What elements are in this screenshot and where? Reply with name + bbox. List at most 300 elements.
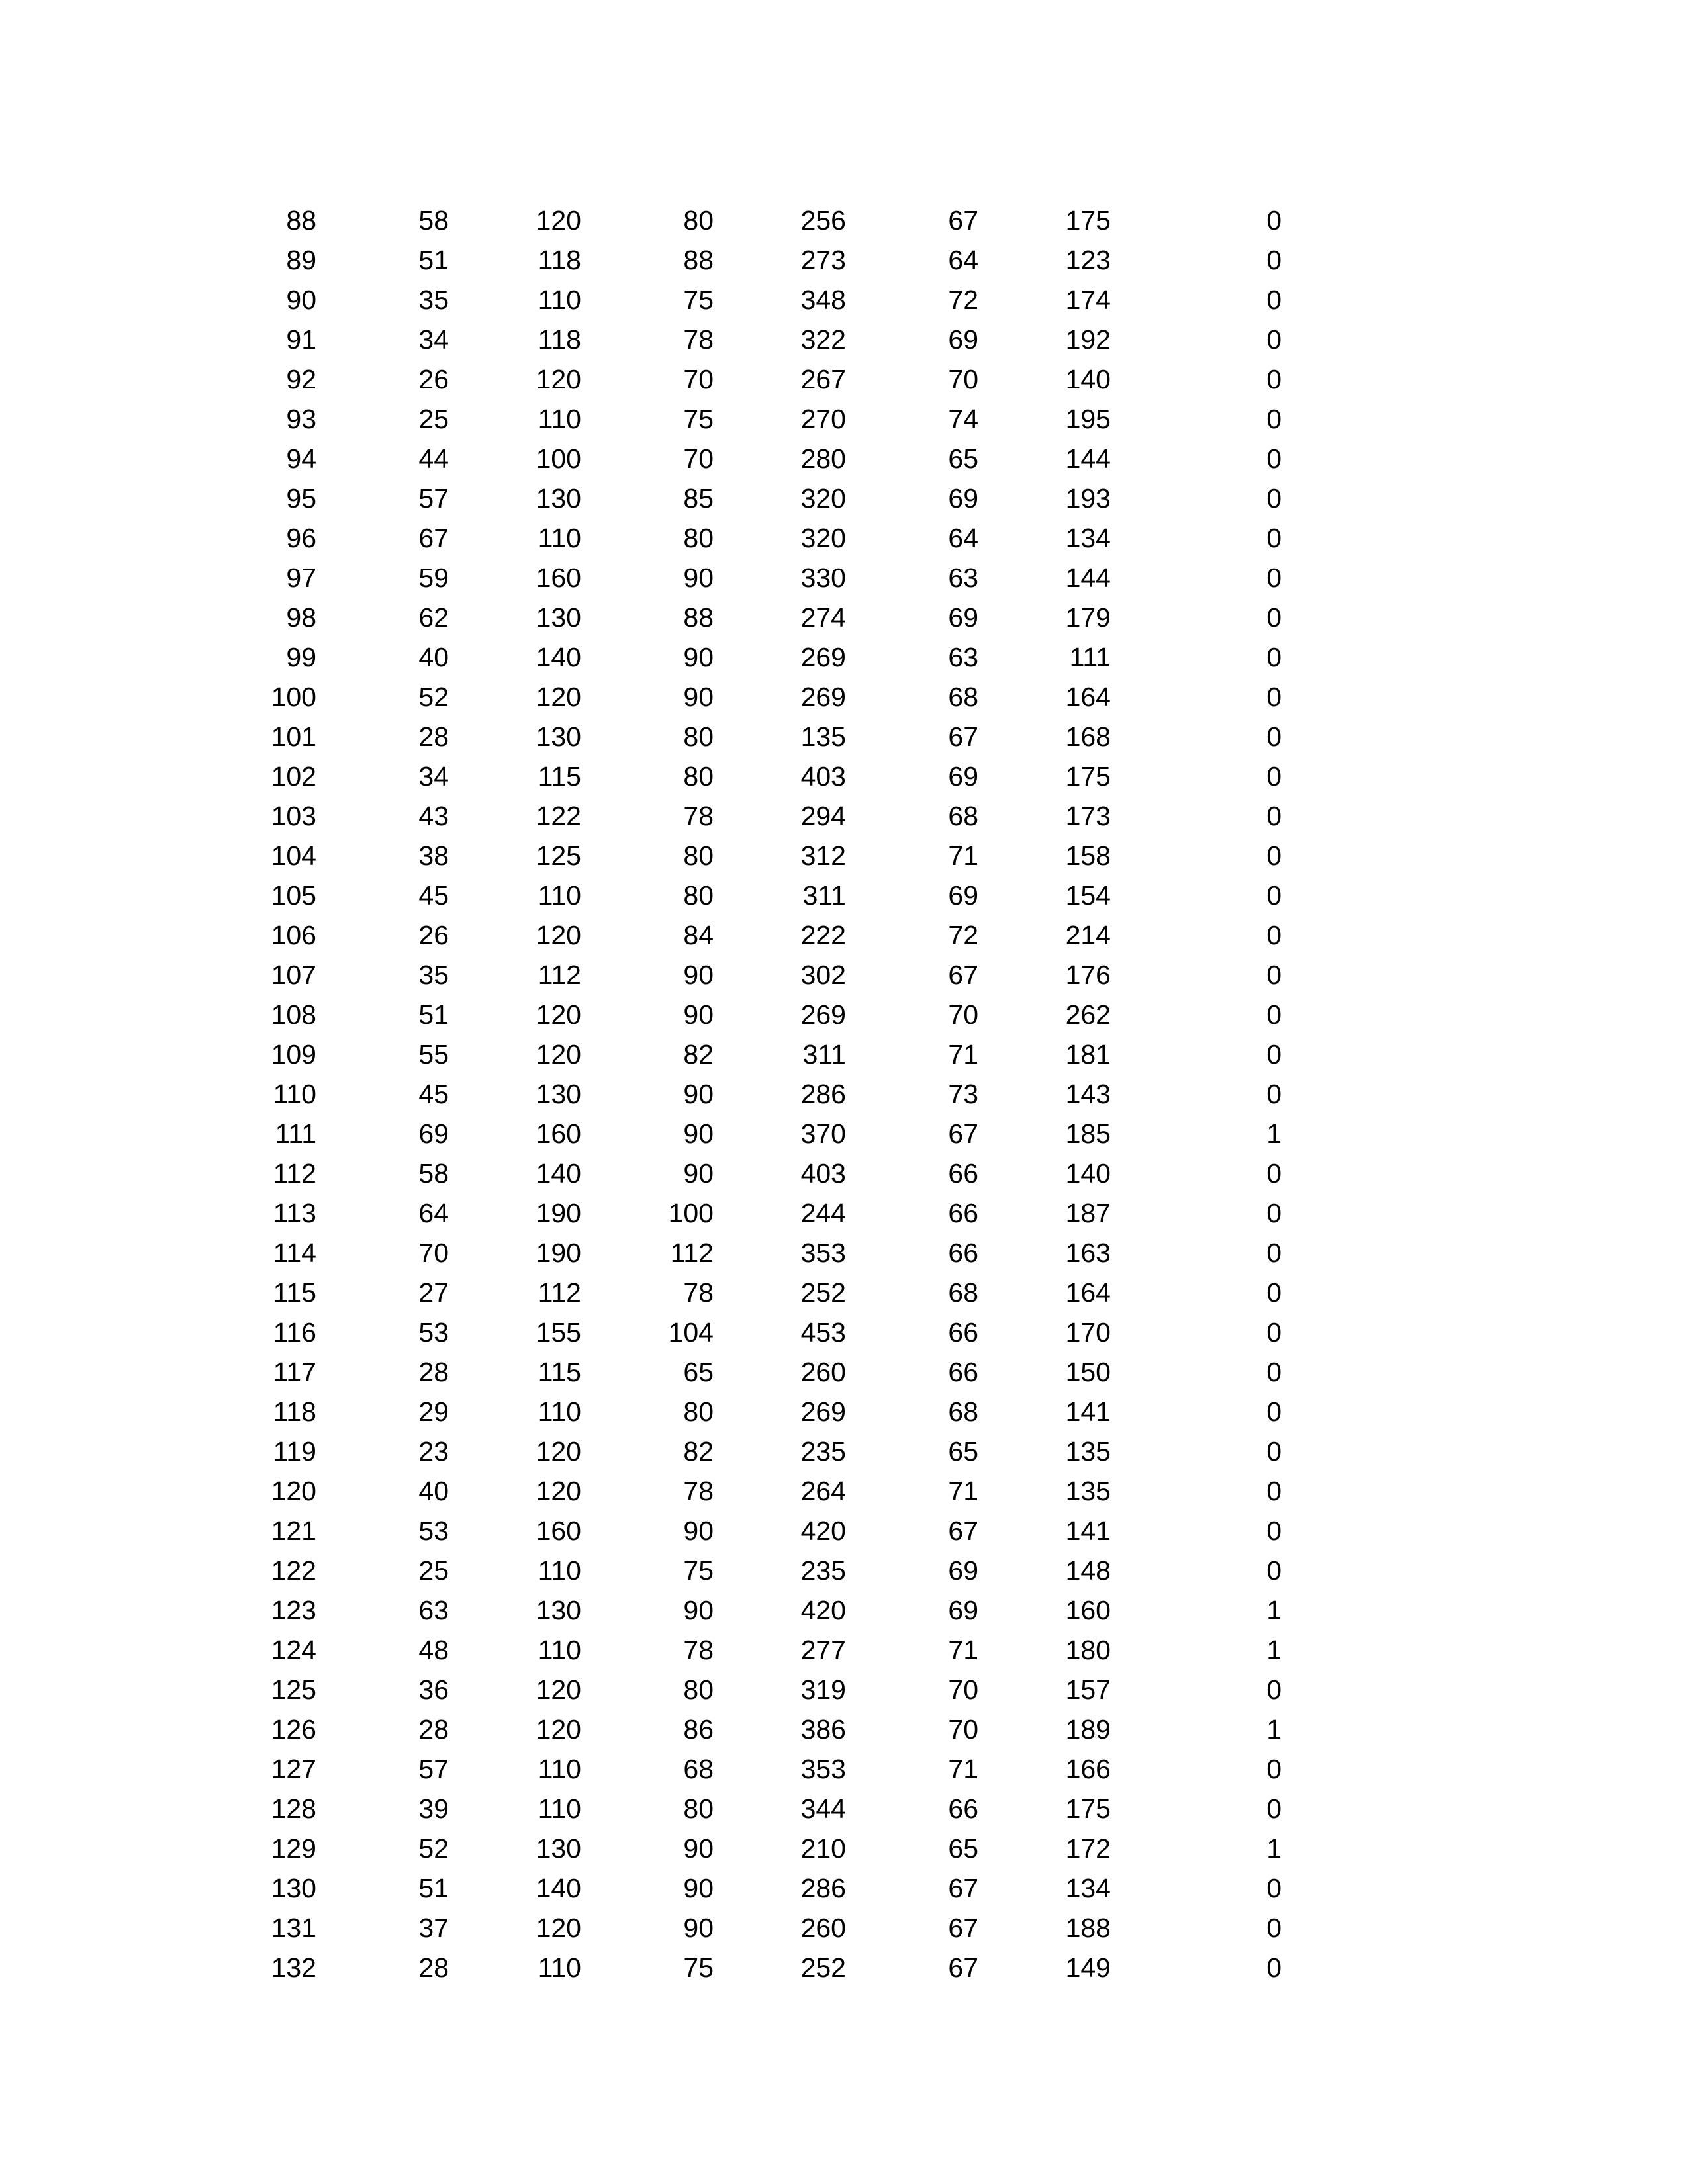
table-cell: 160 bbox=[1065, 1595, 1111, 1625]
table-cell: 67 bbox=[948, 1873, 978, 1903]
table-cell: 117 bbox=[273, 1357, 316, 1387]
table-cell: 45 bbox=[418, 1079, 449, 1109]
table-cell: 154 bbox=[1065, 880, 1111, 911]
table-cell: 62 bbox=[418, 602, 449, 633]
table-cell: 160 bbox=[536, 1118, 581, 1149]
table-cell: 101 bbox=[271, 721, 316, 752]
table-cell: 90 bbox=[683, 642, 714, 672]
table-cell: 28 bbox=[418, 721, 449, 752]
table-row bbox=[0, 1312, 1282, 1352]
table-cell: 148 bbox=[1065, 1555, 1111, 1586]
table-cell: 277 bbox=[800, 1635, 846, 1665]
table-cell: 132 bbox=[271, 1952, 316, 1983]
table-row bbox=[0, 1471, 1282, 1511]
table-cell: 175 bbox=[1065, 761, 1111, 792]
table-cell: 175 bbox=[1065, 1794, 1111, 1824]
table-cell: 114 bbox=[273, 1238, 316, 1268]
table-cell: 95 bbox=[286, 483, 316, 514]
table-row bbox=[0, 399, 1282, 439]
table-cell: 78 bbox=[683, 324, 714, 355]
table-cell: 84 bbox=[683, 920, 714, 950]
table-cell: 0 bbox=[1266, 960, 1282, 990]
table-cell: 53 bbox=[418, 1516, 449, 1546]
table-cell: 85 bbox=[683, 483, 714, 514]
table-row bbox=[0, 439, 1282, 478]
table-cell: 112 bbox=[538, 960, 581, 990]
table-cell: 57 bbox=[418, 483, 449, 514]
table-cell: 92 bbox=[286, 364, 316, 394]
table-cell: 89 bbox=[286, 245, 316, 275]
table-cell: 64 bbox=[948, 523, 978, 553]
table-cell: 353 bbox=[800, 1238, 846, 1268]
table-cell: 88 bbox=[683, 602, 714, 633]
table-cell: 78 bbox=[683, 801, 714, 831]
table-cell: 252 bbox=[800, 1277, 846, 1308]
table-row bbox=[0, 1392, 1282, 1432]
table-cell: 67 bbox=[948, 960, 978, 990]
table-cell: 112 bbox=[273, 1158, 316, 1189]
table-cell: 90 bbox=[683, 1873, 714, 1903]
table-cell: 252 bbox=[800, 1952, 846, 1983]
table-cell: 188 bbox=[1065, 1913, 1111, 1943]
table-cell: 125 bbox=[536, 841, 581, 871]
table-cell: 0 bbox=[1266, 1277, 1282, 1308]
table-row bbox=[0, 280, 1282, 320]
table-cell: 0 bbox=[1266, 245, 1282, 275]
table-cell: 107 bbox=[271, 960, 316, 990]
table-cell: 27 bbox=[418, 1277, 449, 1308]
table-cell: 68 bbox=[948, 1396, 978, 1427]
table-cell: 118 bbox=[538, 245, 581, 275]
table-row bbox=[0, 598, 1282, 637]
table-cell: 269 bbox=[800, 999, 846, 1030]
table-cell: 155 bbox=[536, 1317, 581, 1347]
table-cell: 420 bbox=[800, 1595, 846, 1625]
table-cell: 386 bbox=[800, 1714, 846, 1745]
table-cell: 143 bbox=[1065, 1079, 1111, 1109]
table-cell: 256 bbox=[800, 205, 846, 236]
table-cell: 120 bbox=[536, 1476, 581, 1506]
table-cell: 144 bbox=[1065, 563, 1111, 593]
table-cell: 66 bbox=[948, 1317, 978, 1347]
table-cell: 0 bbox=[1266, 1158, 1282, 1189]
table-cell: 135 bbox=[1065, 1436, 1111, 1467]
table-cell: 70 bbox=[683, 443, 714, 474]
table-cell: 103 bbox=[271, 801, 316, 831]
table-cell: 0 bbox=[1266, 841, 1282, 871]
table-cell: 40 bbox=[418, 1476, 449, 1506]
table-cell: 120 bbox=[536, 1913, 581, 1943]
table-row bbox=[0, 478, 1282, 518]
table-cell: 0 bbox=[1266, 1079, 1282, 1109]
table-cell: 0 bbox=[1266, 642, 1282, 672]
table-cell: 129 bbox=[271, 1833, 316, 1864]
table-cell: 158 bbox=[1065, 841, 1111, 871]
table-cell: 330 bbox=[800, 563, 846, 593]
table-row bbox=[0, 1551, 1282, 1590]
table-row bbox=[0, 1908, 1282, 1948]
table-cell: 110 bbox=[273, 1079, 316, 1109]
table-cell: 118 bbox=[273, 1396, 316, 1427]
table-cell: 53 bbox=[418, 1317, 449, 1347]
table-cell: 131 bbox=[271, 1913, 316, 1943]
table-cell: 23 bbox=[418, 1436, 449, 1467]
table-cell: 70 bbox=[683, 364, 714, 394]
table-cell: 124 bbox=[271, 1635, 316, 1665]
table-cell: 64 bbox=[948, 245, 978, 275]
table-cell: 67 bbox=[948, 721, 978, 752]
table-cell: 80 bbox=[683, 523, 714, 553]
table-cell: 149 bbox=[1065, 1952, 1111, 1983]
table-cell: 110 bbox=[538, 1952, 581, 1983]
table-cell: 1 bbox=[1266, 1635, 1282, 1665]
table-row bbox=[0, 1432, 1282, 1471]
table-cell: 110 bbox=[538, 1635, 581, 1665]
table-cell: 0 bbox=[1266, 1516, 1282, 1546]
table-cell: 98 bbox=[286, 602, 316, 633]
table-cell: 80 bbox=[683, 841, 714, 871]
table-cell: 70 bbox=[418, 1238, 449, 1268]
table-cell: 90 bbox=[683, 1595, 714, 1625]
table-cell: 370 bbox=[800, 1118, 846, 1149]
table-cell: 68 bbox=[948, 682, 978, 712]
table-row bbox=[0, 240, 1282, 280]
table-cell: 36 bbox=[418, 1674, 449, 1705]
table-cell: 0 bbox=[1266, 443, 1282, 474]
table-cell: 90 bbox=[683, 682, 714, 712]
table-cell: 0 bbox=[1266, 1436, 1282, 1467]
table-cell: 99 bbox=[286, 642, 316, 672]
table-cell: 26 bbox=[418, 920, 449, 950]
table-cell: 97 bbox=[286, 563, 316, 593]
table-cell: 294 bbox=[800, 801, 846, 831]
table-cell: 0 bbox=[1266, 682, 1282, 712]
table-cell: 66 bbox=[948, 1158, 978, 1189]
table-row bbox=[0, 1074, 1282, 1114]
table-cell: 0 bbox=[1266, 1794, 1282, 1824]
table-cell: 130 bbox=[536, 602, 581, 633]
table-cell: 128 bbox=[271, 1794, 316, 1824]
table-cell: 166 bbox=[1065, 1754, 1111, 1784]
table-cell: 34 bbox=[418, 324, 449, 355]
table-cell: 48 bbox=[418, 1635, 449, 1665]
table-cell: 302 bbox=[800, 960, 846, 990]
table-cell: 110 bbox=[538, 1754, 581, 1784]
table-cell: 235 bbox=[800, 1436, 846, 1467]
table-cell: 0 bbox=[1266, 721, 1282, 752]
table-cell: 44 bbox=[418, 443, 449, 474]
table-cell: 189 bbox=[1065, 1714, 1111, 1745]
table-row bbox=[0, 1670, 1282, 1709]
table-cell: 63 bbox=[948, 563, 978, 593]
table-cell: 82 bbox=[683, 1039, 714, 1069]
table-row bbox=[0, 1630, 1282, 1670]
table-row bbox=[0, 637, 1282, 677]
table-cell: 453 bbox=[800, 1317, 846, 1347]
table-cell: 134 bbox=[1065, 523, 1111, 553]
table-cell: 0 bbox=[1266, 761, 1282, 792]
table-cell: 1 bbox=[1266, 1595, 1282, 1625]
table-cell: 0 bbox=[1266, 999, 1282, 1030]
table-row bbox=[0, 955, 1282, 995]
table-cell: 130 bbox=[271, 1873, 316, 1903]
table-cell: 120 bbox=[536, 682, 581, 712]
table-cell: 0 bbox=[1266, 285, 1282, 315]
table-cell: 274 bbox=[800, 602, 846, 633]
table-cell: 35 bbox=[418, 285, 449, 315]
table-cell: 262 bbox=[1065, 999, 1111, 1030]
table-cell: 58 bbox=[418, 205, 449, 236]
table-cell: 94 bbox=[286, 443, 316, 474]
table-cell: 26 bbox=[418, 364, 449, 394]
table-cell: 312 bbox=[800, 841, 846, 871]
table-cell: 320 bbox=[800, 523, 846, 553]
table-cell: 96 bbox=[286, 523, 316, 553]
table-cell: 185 bbox=[1065, 1118, 1111, 1149]
table-cell: 51 bbox=[418, 1873, 449, 1903]
table-cell: 75 bbox=[683, 1952, 714, 1983]
table-cell: 82 bbox=[683, 1436, 714, 1467]
table-cell: 112 bbox=[538, 1277, 581, 1308]
table-row bbox=[0, 1154, 1282, 1193]
table-cell: 90 bbox=[286, 285, 316, 315]
table-row bbox=[0, 876, 1282, 915]
table-cell: 88 bbox=[683, 245, 714, 275]
table-cell: 63 bbox=[948, 642, 978, 672]
table-cell: 69 bbox=[418, 1118, 449, 1149]
table-cell: 119 bbox=[273, 1436, 316, 1467]
table-cell: 110 bbox=[538, 404, 581, 434]
table-cell: 127 bbox=[271, 1754, 316, 1784]
table-cell: 353 bbox=[800, 1754, 846, 1784]
table-row bbox=[0, 717, 1282, 756]
table-cell: 71 bbox=[948, 1754, 978, 1784]
table-cell: 71 bbox=[948, 841, 978, 871]
table-cell: 100 bbox=[536, 443, 581, 474]
table-cell: 104 bbox=[668, 1317, 714, 1347]
table-cell: 113 bbox=[273, 1198, 316, 1228]
table-cell: 72 bbox=[948, 920, 978, 950]
table-cell: 90 bbox=[683, 563, 714, 593]
table-cell: 104 bbox=[271, 841, 316, 871]
table-cell: 110 bbox=[538, 523, 581, 553]
table-cell: 0 bbox=[1266, 801, 1282, 831]
table-cell: 0 bbox=[1266, 205, 1282, 236]
table-cell: 187 bbox=[1065, 1198, 1111, 1228]
table-cell: 69 bbox=[948, 1595, 978, 1625]
table-cell: 65 bbox=[948, 1436, 978, 1467]
table-cell: 125 bbox=[271, 1674, 316, 1705]
table-row bbox=[0, 1709, 1282, 1749]
table-cell: 123 bbox=[271, 1595, 316, 1625]
table-cell: 110 bbox=[538, 880, 581, 911]
table-cell: 269 bbox=[800, 642, 846, 672]
table-cell: 0 bbox=[1266, 1317, 1282, 1347]
table-cell: 164 bbox=[1065, 682, 1111, 712]
table-cell: 175 bbox=[1065, 205, 1111, 236]
table-cell: 0 bbox=[1266, 880, 1282, 911]
table-cell: 170 bbox=[1065, 1317, 1111, 1347]
table-cell: 120 bbox=[536, 999, 581, 1030]
table-cell: 269 bbox=[800, 1396, 846, 1427]
table-cell: 130 bbox=[536, 483, 581, 514]
table-cell: 210 bbox=[800, 1833, 846, 1864]
table-cell: 0 bbox=[1266, 1754, 1282, 1784]
table-cell: 70 bbox=[948, 999, 978, 1030]
table-cell: 65 bbox=[948, 1833, 978, 1864]
table-cell: 25 bbox=[418, 1555, 449, 1586]
table-cell: 115 bbox=[538, 1357, 581, 1387]
table-cell: 29 bbox=[418, 1396, 449, 1427]
table-cell: 106 bbox=[271, 920, 316, 950]
table-cell: 311 bbox=[802, 880, 846, 911]
table-cell: 319 bbox=[800, 1674, 846, 1705]
table-cell: 144 bbox=[1065, 443, 1111, 474]
table-cell: 67 bbox=[948, 205, 978, 236]
table-cell: 130 bbox=[536, 1595, 581, 1625]
table-cell: 102 bbox=[271, 761, 316, 792]
table-cell: 93 bbox=[286, 404, 316, 434]
table-cell: 0 bbox=[1266, 404, 1282, 434]
table-cell: 51 bbox=[418, 245, 449, 275]
table-cell: 126 bbox=[271, 1714, 316, 1745]
table-row bbox=[0, 1749, 1282, 1789]
table-cell: 164 bbox=[1065, 1277, 1111, 1308]
table-cell: 71 bbox=[948, 1039, 978, 1069]
table-cell: 69 bbox=[948, 602, 978, 633]
table-cell: 403 bbox=[800, 761, 846, 792]
table-cell: 135 bbox=[1065, 1476, 1111, 1506]
table-cell: 25 bbox=[418, 404, 449, 434]
table-cell: 69 bbox=[948, 880, 978, 911]
table-cell: 286 bbox=[800, 1873, 846, 1903]
table-row bbox=[0, 359, 1282, 399]
table-cell: 140 bbox=[1065, 1158, 1111, 1189]
table-cell: 140 bbox=[536, 1873, 581, 1903]
table-cell: 1 bbox=[1266, 1833, 1282, 1864]
table-cell: 66 bbox=[948, 1238, 978, 1268]
table-cell: 51 bbox=[418, 999, 449, 1030]
table-row bbox=[0, 796, 1282, 836]
table-cell: 420 bbox=[800, 1516, 846, 1546]
table-cell: 0 bbox=[1266, 602, 1282, 633]
table-cell: 110 bbox=[538, 285, 581, 315]
table-cell: 0 bbox=[1266, 523, 1282, 553]
table-cell: 72 bbox=[948, 285, 978, 315]
table-cell: 111 bbox=[275, 1118, 316, 1149]
table-cell: 110 bbox=[538, 1555, 581, 1586]
table-cell: 28 bbox=[418, 1357, 449, 1387]
table-cell: 0 bbox=[1266, 1555, 1282, 1586]
table-cell: 403 bbox=[800, 1158, 846, 1189]
table-cell: 78 bbox=[683, 1476, 714, 1506]
table-cell: 86 bbox=[683, 1714, 714, 1745]
table-cell: 193 bbox=[1065, 483, 1111, 514]
table-cell: 71 bbox=[948, 1476, 978, 1506]
table-cell: 172 bbox=[1065, 1833, 1111, 1864]
table-cell: 90 bbox=[683, 1913, 714, 1943]
table-cell: 123 bbox=[1065, 245, 1111, 275]
table-cell: 320 bbox=[800, 483, 846, 514]
table-cell: 80 bbox=[683, 205, 714, 236]
table-cell: 69 bbox=[948, 1555, 978, 1586]
table-row bbox=[0, 915, 1282, 955]
table-cell: 65 bbox=[948, 443, 978, 474]
table-cell: 269 bbox=[800, 682, 846, 712]
table-cell: 67 bbox=[948, 1118, 978, 1149]
table-cell: 160 bbox=[536, 563, 581, 593]
table-cell: 71 bbox=[948, 1635, 978, 1665]
table-cell: 28 bbox=[418, 1952, 449, 1983]
table-cell: 264 bbox=[800, 1476, 846, 1506]
table-cell: 80 bbox=[683, 721, 714, 752]
table-cell: 66 bbox=[948, 1794, 978, 1824]
table-cell: 1 bbox=[1266, 1714, 1282, 1745]
table-cell: 69 bbox=[948, 761, 978, 792]
table-cell: 0 bbox=[1266, 1674, 1282, 1705]
table-cell: 120 bbox=[536, 1674, 581, 1705]
table-cell: 67 bbox=[948, 1952, 978, 1983]
table-cell: 0 bbox=[1266, 1873, 1282, 1903]
table-cell: 105 bbox=[271, 880, 316, 911]
table-row bbox=[0, 1789, 1282, 1829]
table-cell: 344 bbox=[800, 1794, 846, 1824]
table-cell: 120 bbox=[536, 364, 581, 394]
table-cell: 35 bbox=[418, 960, 449, 990]
table-cell: 37 bbox=[418, 1913, 449, 1943]
table-cell: 134 bbox=[1065, 1873, 1111, 1903]
table-cell: 267 bbox=[800, 364, 846, 394]
table-cell: 90 bbox=[683, 960, 714, 990]
table-cell: 192 bbox=[1065, 324, 1111, 355]
table-cell: 116 bbox=[273, 1317, 316, 1347]
table-cell: 140 bbox=[536, 1158, 581, 1189]
table-cell: 73 bbox=[948, 1079, 978, 1109]
table-cell: 90 bbox=[683, 1079, 714, 1109]
table-cell: 75 bbox=[683, 404, 714, 434]
table-cell: 66 bbox=[948, 1357, 978, 1387]
table-cell: 270 bbox=[800, 404, 846, 434]
table-cell: 120 bbox=[536, 1436, 581, 1467]
table-cell: 1 bbox=[1266, 1118, 1282, 1149]
table-cell: 120 bbox=[536, 920, 581, 950]
table-cell: 34 bbox=[418, 761, 449, 792]
table-cell: 130 bbox=[536, 1833, 581, 1864]
table-cell: 68 bbox=[948, 1277, 978, 1308]
table-cell: 121 bbox=[271, 1516, 316, 1546]
table-cell: 214 bbox=[1065, 920, 1111, 950]
table-cell: 68 bbox=[948, 801, 978, 831]
table-cell: 120 bbox=[536, 1039, 581, 1069]
table-cell: 120 bbox=[536, 1714, 581, 1745]
table-cell: 75 bbox=[683, 285, 714, 315]
table-row bbox=[0, 756, 1282, 796]
table-cell: 64 bbox=[418, 1198, 449, 1228]
table-cell: 120 bbox=[271, 1476, 316, 1506]
table-cell: 0 bbox=[1266, 364, 1282, 394]
table-cell: 78 bbox=[683, 1635, 714, 1665]
table-row bbox=[0, 677, 1282, 717]
table-cell: 0 bbox=[1266, 920, 1282, 950]
table-row bbox=[0, 1193, 1282, 1233]
table-cell: 58 bbox=[418, 1158, 449, 1189]
table-cell: 190 bbox=[536, 1198, 581, 1228]
table-cell: 52 bbox=[418, 1833, 449, 1864]
table-cell: 348 bbox=[800, 285, 846, 315]
table-cell: 80 bbox=[683, 761, 714, 792]
table-cell: 90 bbox=[683, 1833, 714, 1864]
table-cell: 52 bbox=[418, 682, 449, 712]
